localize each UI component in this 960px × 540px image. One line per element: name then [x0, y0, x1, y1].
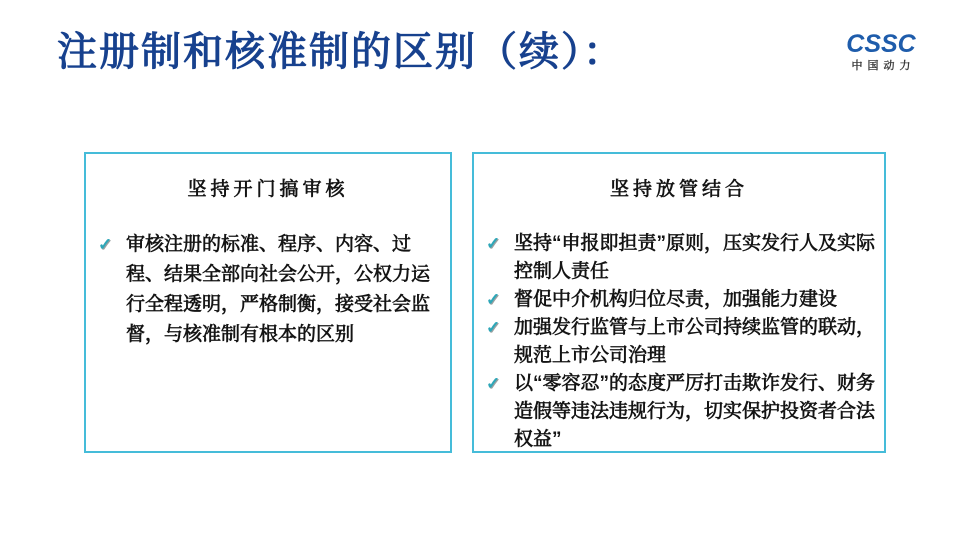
- list-item-text: 督促中介机构归位尽责，加强能力建设: [514, 289, 838, 310]
- check-icon: ✓: [486, 290, 501, 309]
- list-item: [484, 314, 876, 370]
- check-icon: ✓: [486, 234, 501, 253]
- check-icon: ✓: [486, 374, 501, 393]
- panel-regulation-combination: [472, 152, 886, 453]
- logo-brand-text: CSSC: [846, 30, 916, 58]
- company-logo: [838, 32, 924, 72]
- list-item-text: 以“零容忍”的态度严厉打击欺诈发行、财务造假等违法违规行为，切实保护投资者合法权益”: [514, 373, 876, 450]
- logo-caption-text: 中国动力: [851, 60, 916, 72]
- list-item: [96, 230, 442, 350]
- list-item-text: 坚持“申报即担责”原则，压实发行人及实际控制人责任: [514, 233, 876, 282]
- panel-right-header: 坚持放管结合: [609, 179, 748, 200]
- check-icon: ✓: [486, 318, 501, 337]
- list-item: [484, 286, 876, 314]
- panel-audit-openness: [84, 152, 452, 453]
- panel-right-body: [474, 230, 884, 454]
- page-title: 注册制和核准制的区别（续）：: [57, 30, 625, 74]
- list-item: [484, 370, 876, 454]
- list-item-text: 审核注册的标准、程序、内容、过程、结果全部向社会公开，公权力运行全程透明，严格制衡，接受社会监督，与核准制有根本的区别: [126, 234, 431, 345]
- check-icon: ✓: [98, 235, 113, 254]
- list-item: [484, 230, 876, 286]
- panel-left-header: 坚持开门搞审核: [187, 179, 349, 200]
- panel-left-body: [86, 230, 450, 350]
- list-item-text: 加强发行监管与上市公司持续监管的联动，规范上市公司治理: [514, 317, 876, 366]
